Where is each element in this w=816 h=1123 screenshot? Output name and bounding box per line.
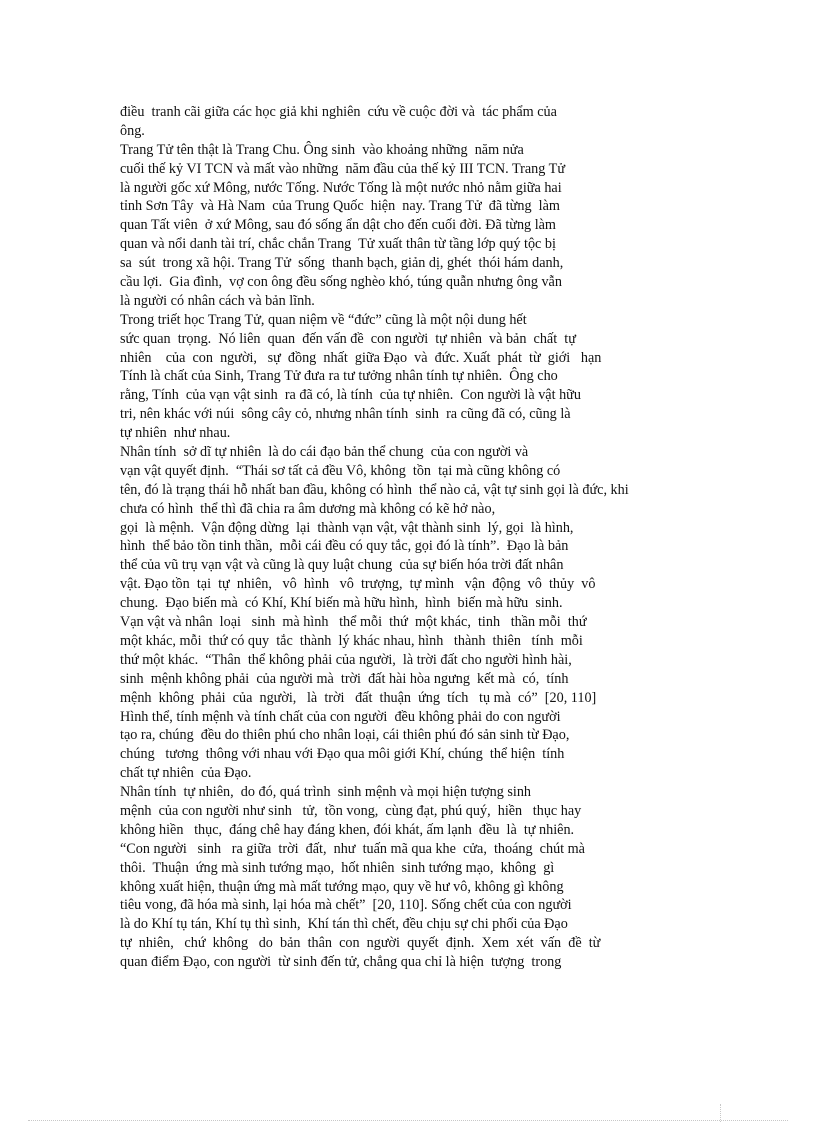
text-line: không hiền thục, đáng chê hay đáng khen, đói khát, ấm lạnh đều là tự nhiên. bbox=[120, 821, 575, 838]
text-line: “Con người sinh ra giữa trời đất, như tuấn mã qua khe cửa, thoáng chút mà bbox=[120, 840, 585, 857]
text-line: vật. Đạo tồn tại tự nhiên, vô hình vô trượng, tự mình vận động vô thủy vô bbox=[120, 576, 596, 593]
text-line: Hình thể, tính mệnh và tính chất của con người đều không phải do con người bbox=[120, 708, 561, 725]
text-line: chúng tương thông với nhau với Đạo qua môi giới Khí, chúng thể hiện tính bbox=[120, 746, 565, 763]
text-line: quan Tất viên ở xứ Mông, sau đó sống ẩn dật cho đến cuối đời. Đã từng làm bbox=[120, 217, 556, 234]
text-line: một khác, mỗi thứ có quy tắc thành lý khác nhau, hình thành thiên tính mỗi bbox=[120, 632, 583, 649]
text-line: tên, đó là trạng thái hỗ nhất ban đầu, không có hình thể nào cả, vật tự sinh gọi là đức, khi bbox=[120, 481, 629, 498]
text-line: Tính là chất của Sinh, Trang Tử đưa ra tư tưởng nhân tính tự nhiên. Ông cho bbox=[120, 368, 558, 385]
text-line: hình thể bảo tồn tinh thần, mỗi cái đều có quy tắc, gọi đó là tính”. Đạo là bản bbox=[120, 538, 569, 555]
text-line: chưa có hình thể thì đã chia ra âm dương mà không có kẽ hở nào, bbox=[120, 500, 496, 517]
text-line: là người có nhân cách và bản lĩnh. bbox=[120, 292, 315, 309]
text-line: là do Khí tụ tán, Khí tụ thì sinh, Khí tán thì chết, đều chịu sự chi phối của Đạo bbox=[120, 916, 568, 933]
text-line: tri, nên khác với núi sông cây cỏ, nhưng nhân tính sinh ra cũng đã có, cũng là bbox=[120, 406, 571, 423]
text-line: chất tự nhiên của Đạo. bbox=[120, 765, 252, 782]
text-line: ông. bbox=[120, 122, 145, 139]
text-line: Nhân tính sở dĩ tự nhiên là do cái đạo bản thể chung của con người và bbox=[120, 444, 529, 461]
text-line: Nhân tính tự nhiên, do đó, quá trình sinh mệnh và mọi hiện tượng sinh bbox=[120, 784, 532, 801]
text-line: tạo ra, chúng đều do thiên phú cho nhân loại, cái thiên phú đó sản sinh từ Đạo, bbox=[120, 727, 570, 744]
text-line: tự nhiên như nhau. bbox=[120, 425, 231, 442]
text-line: cầu lợi. Gia đình, vợ con ông đều sống nghèo khó, túng quẫn nhưng ông vẫn bbox=[120, 274, 562, 291]
text-line: Vạn vật và nhân loại sinh mà hình thể mỗi thứ một khác, tinh thần mỗi thứ bbox=[120, 614, 587, 631]
text-line: không xuất hiện, thuận ứng mà mất tướng mạo, quy về hư vô, không gì không bbox=[120, 878, 564, 895]
text-line: sinh mệnh không phải của người mà trời đất hài hòa ngưng kết mà có, tính bbox=[120, 670, 569, 687]
text-line: thứ một khác. “Thân thể không phải của người, là trời đất cho người hình hài, bbox=[120, 651, 572, 668]
text-line: là người gốc xứ Mông, nước Tống. Nước Tống là một nước nhỏ nằm giữa hai bbox=[120, 179, 562, 196]
text-line: chung. Đạo biến mà có Khí, Khí biến mà hữu hình, hình biến mà hữu sinh. bbox=[120, 595, 563, 612]
text-line: sức quan trọng. Nó liên quan đến vấn đề con người tự nhiên và bản chất tự bbox=[120, 330, 576, 347]
text-line: tự nhiên, chứ không do bản thân con người quyết định. Xem xét vấn đề từ bbox=[120, 935, 601, 952]
text-line: quan và nổi danh tài trí, chắc chắn Trang Tử xuất thân từ tầng lớp quý tộc bị bbox=[120, 236, 556, 253]
text-line: mệnh không phải của người, là trời đất thuận ứng tích tụ mà có” [20, 110] bbox=[120, 689, 597, 706]
page-bottom-border bbox=[28, 1120, 788, 1121]
text-line: Trong triết học Trang Tử, quan niệm về “đức” cũng là một nội dung hết bbox=[120, 311, 527, 328]
text-line: điều tranh cãi giữa các học giả khi nghiên cứu về cuộc đời và tác phẩm của bbox=[120, 104, 557, 120]
text-line: rằng, Tính của vạn vật sinh ra đã có, là tính của tự nhiên. Con người là vật hữu bbox=[120, 387, 581, 404]
text-line: thôi. Thuận ứng mà sinh tướng mạo, hốt nhiên sinh tướng mạo, không gì bbox=[120, 859, 555, 876]
text-line: quan điểm Đạo, con người từ sinh đến tử, chẳng qua chỉ là hiện tượng trong bbox=[120, 954, 562, 971]
text-line: nhiên của con người, sự đồng nhất giữa Đạo và đức. Xuất phát từ giới hạn bbox=[120, 349, 602, 366]
text-line: vạn vật quyết định. “Thái sơ tất cả đều Vô, không tồn tại mà cũng không có bbox=[120, 462, 561, 479]
text-line: Trang Tử tên thật là Trang Chu. Ông sinh vào khoảng những năm nửa bbox=[120, 141, 524, 158]
text-line: tiêu vong, đã hóa mà sinh, lại hóa mà chết” [20, 110]. Sống chết của con người bbox=[120, 897, 572, 914]
text-line: gọi là mệnh. Vận động dừng lại thành vạn vật, vật thành sinh lý, gọi là hình, bbox=[120, 519, 574, 536]
body-text bbox=[120, 103, 695, 972]
text-line: thể của vũ trụ vạn vật và cũng là quy luật chung của sự biến hóa trời đất nhân bbox=[120, 557, 564, 574]
text-line: mệnh của con người như sinh tử, tồn vong, cùng đạt, phú quý, hiền thục hay bbox=[120, 802, 582, 819]
text-line: sa sút trong xã hội. Trang Tử sống thanh bạch, giản dị, ghét thói hám danh, bbox=[120, 255, 564, 272]
text-line: tỉnh Sơn Tây và Hà Nam của Trung Quốc hiện nay. Trang Tử đã từng làm bbox=[120, 198, 560, 215]
text-line: cuối thế kỷ VI TCN và mất vào những năm đầu của thế kỷ III TCN. Trang Tử bbox=[120, 160, 566, 177]
